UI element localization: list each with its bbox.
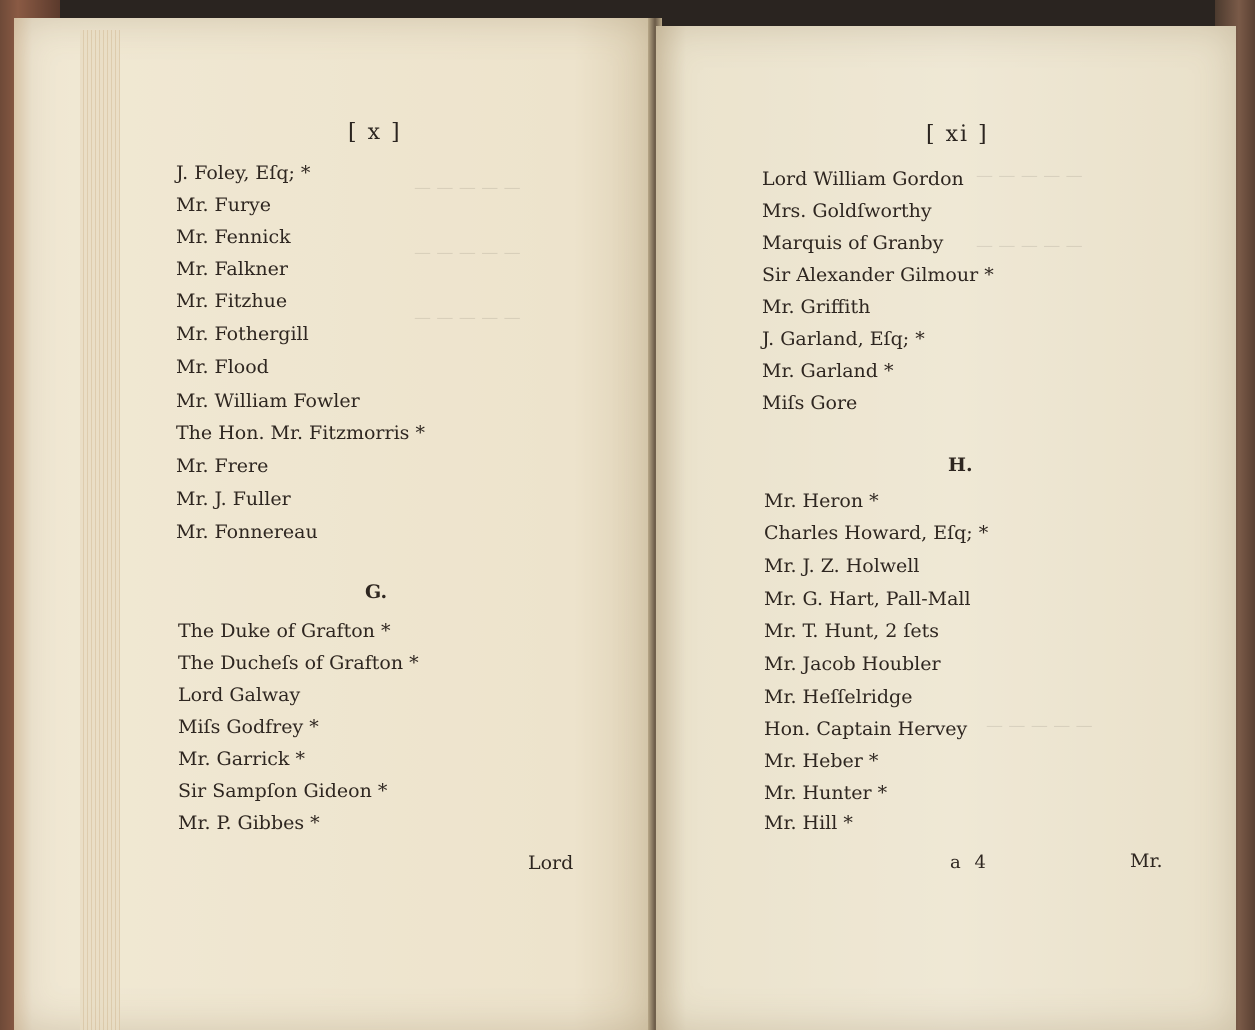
page-edges bbox=[80, 30, 120, 1030]
list-item: The Ducheſs of Grafton * bbox=[178, 652, 419, 674]
list-item: Marquis of Granby bbox=[762, 232, 944, 254]
list-item: J. Foley, Eſq; * bbox=[176, 162, 311, 184]
catchword: Lord bbox=[528, 852, 574, 874]
list-item: Lord William Gordon bbox=[762, 168, 964, 190]
show-through-text: — — — — — bbox=[976, 166, 1083, 186]
list-item: Mr. Hunter * bbox=[764, 782, 888, 804]
list-item: Charles Howard, Eſq; * bbox=[764, 522, 989, 544]
right-page bbox=[656, 26, 1236, 1030]
list-item: Mr. Fitzhue bbox=[176, 290, 288, 312]
list-item: Mr. Heſſelridge bbox=[764, 686, 913, 708]
show-through-text: — — — — — bbox=[414, 178, 521, 198]
list-item: The Duke of Grafton * bbox=[178, 620, 391, 642]
show-through-text: — — — — — bbox=[976, 236, 1083, 256]
signature-mark: a 4 bbox=[950, 852, 990, 873]
catchword: Mr. bbox=[1130, 850, 1163, 872]
list-item: Mr. Heber * bbox=[764, 750, 879, 772]
left-page bbox=[14, 18, 654, 1030]
page-number: [ x ] bbox=[348, 120, 402, 145]
list-item: Miſs Gore bbox=[762, 392, 858, 414]
list-item: Mr. G. Hart, Pall-Mall bbox=[764, 588, 971, 610]
list-item: Mr. Garland * bbox=[762, 360, 894, 382]
show-through-text: — — — — — bbox=[414, 308, 521, 328]
list-item: Mr. Frere bbox=[176, 455, 269, 477]
list-item: Mr. Fennick bbox=[176, 226, 291, 248]
list-item: Mr. Griffith bbox=[762, 296, 871, 318]
show-through-text: — — — — — bbox=[414, 243, 521, 263]
list-item: Mr. T. Hunt, 2 ſets bbox=[764, 620, 940, 642]
list-item: Mr. Jacob Houbler bbox=[764, 653, 941, 675]
list-item: Hon. Captain Hervey bbox=[764, 718, 968, 740]
list-item: Mr. Fonnereau bbox=[176, 521, 318, 543]
list-item: Mr. Heron * bbox=[764, 490, 879, 512]
list-item: Mr. Hill * bbox=[764, 812, 853, 834]
list-item: Mr. Furye bbox=[176, 194, 272, 216]
section-heading: G. bbox=[365, 581, 388, 603]
list-item: Mrs. Goldſworthy bbox=[762, 200, 932, 222]
list-item: Sir Alexander Gilmour * bbox=[762, 264, 994, 286]
list-item: Miſs Godfrey * bbox=[178, 716, 319, 738]
list-item: Mr. J. Fuller bbox=[176, 488, 291, 510]
list-item: Mr. P. Gibbes * bbox=[178, 812, 320, 834]
list-item: Lord Galway bbox=[178, 684, 301, 706]
list-item: Mr. J. Z. Holwell bbox=[764, 555, 920, 577]
list-item: J. Garland, Eſq; * bbox=[762, 328, 925, 350]
section-heading: H. bbox=[948, 454, 973, 476]
list-item: Mr. Falkner bbox=[176, 258, 288, 280]
show-through-text: — — — — — bbox=[986, 716, 1093, 736]
list-item: Mr. William Fowler bbox=[176, 390, 360, 412]
list-item: Mr. Garrick * bbox=[178, 748, 305, 770]
list-item: Sir Sampſon Gideon * bbox=[178, 780, 388, 802]
list-item: Mr. Fothergill bbox=[176, 323, 309, 345]
page-number: [ xi ] bbox=[926, 122, 989, 147]
list-item: Mr. Flood bbox=[176, 356, 269, 378]
list-item: The Hon. Mr. Fitzmorris * bbox=[176, 422, 425, 444]
